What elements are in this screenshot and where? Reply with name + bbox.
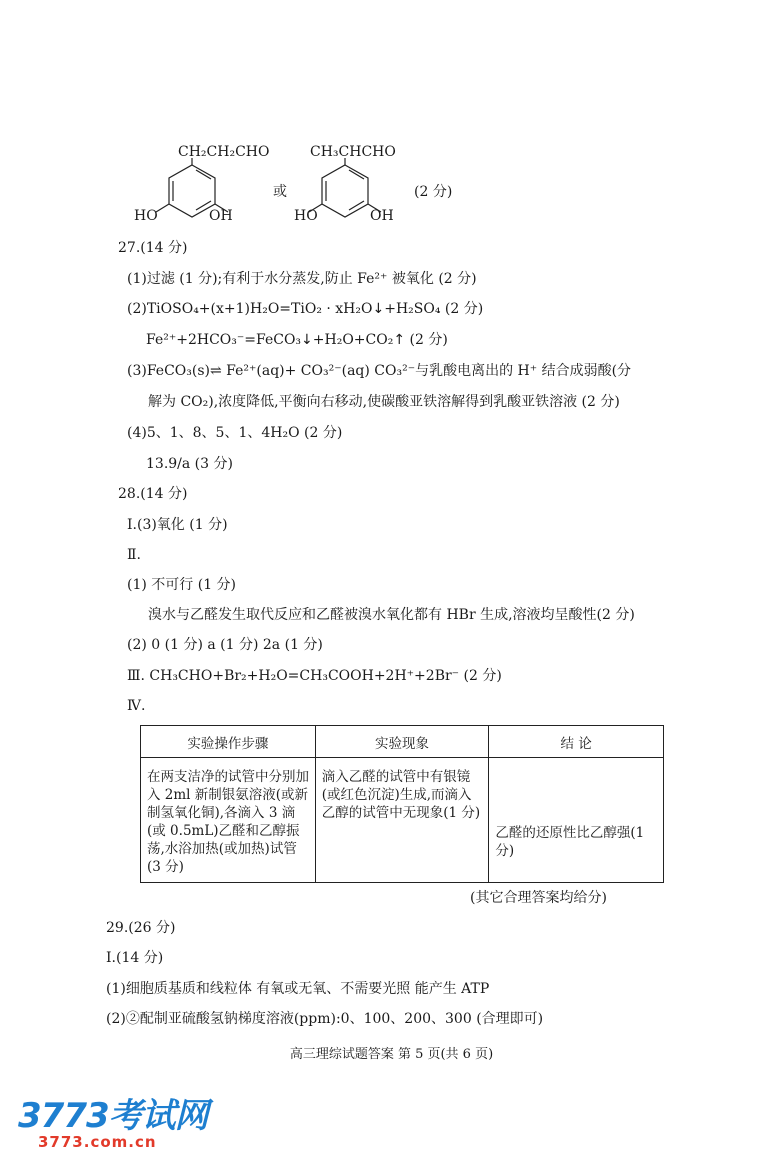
logo-url-text: 3773.com.cn <box>38 1133 157 1151</box>
q28-part-6: Ⅲ. CH₃CHO+Br₂+H₂O=CH₃COOH+2H⁺+2Br⁻ (2 分) <box>127 668 502 684</box>
q28-title: 28.(14 分) <box>118 486 188 502</box>
table-header-cell: 结 论 <box>489 726 664 758</box>
q27-line-6: (4)5、1、8、5、1、4H₂O (2 分) <box>127 425 343 441</box>
logo-main-text: 3773考试网 <box>18 1096 208 1136</box>
q29-part-1: Ⅰ.(14 分) <box>106 950 164 966</box>
left-structure-label: CH₂CH₂CHO <box>178 144 270 160</box>
q27-line-2 <box>127 300 483 318</box>
down-arrow-icon: ↓ <box>372 301 385 317</box>
up-arrow-icon: ↑ <box>393 332 406 348</box>
q29-part-3: (2)②配制亚硫酸氢钠梯度溶液(ppm):0、100、200、300 (合理即可) <box>106 1011 544 1027</box>
q27-line-4: (3)FeCO₃(s)⇌ Fe²⁺(aq)+ CO₃²⁻(aq) CO₃²⁻与乳酸电离出的 H⁺ 结合成弱酸(分 <box>127 363 632 379</box>
right-ho-label: HO <box>294 208 318 224</box>
structure-score: (2 分) <box>414 184 453 200</box>
q28-note: (其它合理答案均给分) <box>470 890 607 906</box>
right-oh-label: OH <box>370 208 394 224</box>
left-oh-label: OH <box>209 208 233 224</box>
table-header-row <box>141 726 664 758</box>
right-structure-label: CH₃CHCHO <box>310 144 396 160</box>
q29-part-2: (1)细胞质基质和线粒体 有氧或无氧、不需要光照 能产生 ATP <box>106 981 490 997</box>
q28-part-1: Ⅰ.(3)氧化 (1 分) <box>127 517 228 533</box>
page-footer: 高三理综试题答案 第 5 页(共 6 页) <box>289 1047 494 1062</box>
q28-part-2: Ⅱ. <box>127 547 141 563</box>
structure-diagram <box>0 0 783 230</box>
q27-title: 27.(14 分) <box>118 240 188 256</box>
table-cell-conclusion: 乙醛的还原性比乙醇强(1 分) <box>489 758 664 883</box>
q27-line-3b: +H₂O+CO₂ <box>312 332 394 348</box>
q27-line-5: 解为 CO₂),浓度降低,平衡向右移动,使碳酸亚铁溶解得到乳酸亚铁溶液 (2 分) <box>148 394 620 410</box>
q27-line-1: (1)过滤 (1 分);有利于水分蒸发,防止 Fe²⁺ 被氧化 (2 分) <box>127 271 477 287</box>
q28-part-7: Ⅳ. <box>127 698 146 714</box>
q28-part-5: (2) 0 (1 分) a (1 分) 2a (1 分) <box>127 637 323 653</box>
q27-line-7: 13.9/a (3 分) <box>146 456 233 472</box>
q27-line-2a: (2)TiOSO₄+(x+1)H₂O=TiO₂ · xH₂O <box>127 301 373 317</box>
table-header-cell: 实验操作步骤 <box>141 726 316 758</box>
down-arrow-icon: ↓ <box>301 332 313 348</box>
q29-title: 29.(26 分) <box>106 920 176 936</box>
q28-part-4: 溴水与乙醛发生取代反应和乙醛被溴水氧化都有 HBr 生成,溶液均呈酸性(2 分) <box>148 607 635 623</box>
table-cell-phenomenon: 滴入乙醛的试管中有银镜(或红色沉淀)生成,而滴入乙醇的试管中无现象(1 分) <box>315 758 489 883</box>
table-row <box>141 758 664 883</box>
q27-line-3 <box>146 331 448 349</box>
q27-line-3a: Fe²⁺+2HCO₃⁻=FeCO₃ <box>146 332 302 348</box>
site-logo <box>18 1098 208 1150</box>
left-ho-label: HO <box>134 208 158 224</box>
table-header-cell: 实验现象 <box>315 726 489 758</box>
q28-part-3: (1) 不可行 (1 分) <box>127 577 237 593</box>
experiment-table <box>140 725 664 883</box>
q27-line-3c: (2 分) <box>409 332 448 348</box>
q27-line-2b: +H₂SO₄ (2 分) <box>384 301 484 317</box>
table-cell-procedure: 在两支洁净的试管中分别加入 2ml 新制银氨溶液(或新制氢氧化铜),各滴入 3 滴(或 0.5mL)乙醛和乙醇振荡,水浴加热(或加热)试管 (3 分) <box>141 758 316 883</box>
structure-connector: 或 <box>273 184 287 200</box>
